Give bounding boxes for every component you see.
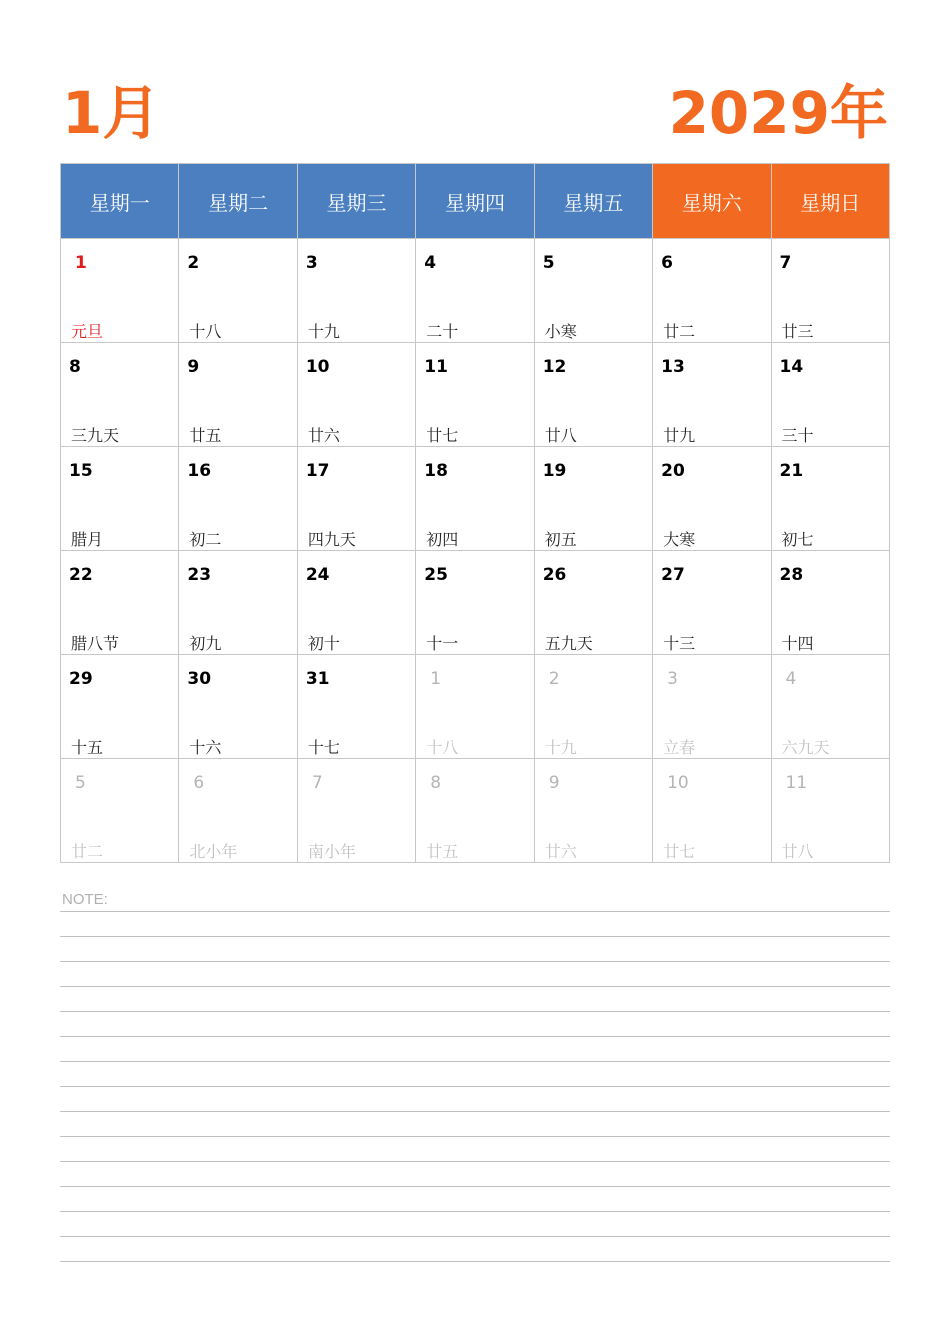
lunar-date: 二十 (426, 322, 459, 341)
lunar-date: 十八 (189, 322, 222, 341)
lunar-date: 腊八节 (71, 634, 120, 653)
note-label: NOTE: (62, 891, 108, 908)
lunar-date: 廿六 (544, 842, 577, 861)
day-number: 29 (69, 669, 93, 689)
lunar-date: 廿六 (307, 426, 340, 445)
day-number: 21 (779, 461, 804, 481)
day-number: 16 (187, 461, 212, 481)
day-cell (61, 343, 179, 447)
day-cell (61, 655, 179, 759)
day-number: 10 (667, 773, 689, 793)
day-number: 19 (542, 461, 567, 481)
day-number: 7 (311, 773, 323, 793)
calendar-week-row (61, 447, 890, 551)
day-number: 2 (187, 253, 200, 273)
lunar-date: 十八 (426, 738, 459, 757)
year-title: 2029年 (668, 79, 888, 147)
calendar-week-row (61, 551, 890, 655)
day-number: 8 (69, 357, 81, 377)
lunar-date: 十六 (189, 738, 222, 757)
day-cell (61, 239, 179, 343)
day-number: 8 (430, 773, 442, 793)
lunar-date: 十三 (663, 634, 696, 653)
lunar-date: 初九 (189, 634, 222, 653)
day-number: 26 (542, 565, 567, 585)
day-cell (534, 343, 652, 447)
lunar-date: 立春 (663, 738, 696, 757)
day-number: 4 (785, 669, 797, 689)
day-cell (653, 343, 771, 447)
day-cell (179, 239, 297, 343)
day-number: 31 (305, 669, 330, 689)
day-number: 12 (542, 357, 567, 377)
day-number: 9 (548, 773, 560, 793)
day-number: 11 (785, 773, 808, 793)
day-cell (61, 551, 179, 655)
lunar-date: 十九 (544, 738, 577, 757)
day-cell (179, 551, 297, 655)
day-cell (416, 759, 534, 863)
day-cell (179, 655, 297, 759)
lunar-date: 元旦 (71, 322, 104, 341)
lunar-date: 廿五 (426, 842, 459, 861)
weekday-header-weekend: 星期日 (771, 164, 889, 239)
calendar-body (61, 239, 890, 863)
day-number: 6 (193, 773, 205, 793)
weekday-header-weekend: 星期六 (653, 164, 771, 239)
day-cell (416, 447, 534, 551)
note-line (60, 1187, 890, 1212)
day-number: 6 (661, 253, 673, 273)
day-number: 3 (305, 253, 318, 273)
day-number: 22 (69, 565, 93, 585)
weekday-header: 星期一 (61, 164, 179, 239)
day-number: 7 (779, 253, 792, 273)
day-number: 14 (779, 357, 804, 377)
day-cell (771, 759, 889, 863)
weekday-header: 星期五 (534, 164, 652, 239)
note-line (60, 1062, 890, 1087)
day-number: 28 (779, 565, 804, 585)
day-number: 15 (69, 461, 93, 481)
day-number: 24 (305, 565, 330, 585)
day-number: 9 (187, 357, 200, 377)
day-cell (653, 551, 771, 655)
day-cell (653, 759, 771, 863)
lunar-date: 五九天 (544, 634, 593, 653)
day-number: 10 (305, 357, 330, 377)
lunar-date: 三九天 (71, 426, 120, 445)
lunar-date: 四九天 (307, 530, 356, 549)
weekday-header: 星期三 (297, 164, 415, 239)
day-number: 18 (424, 461, 448, 481)
lunar-date: 廿八 (544, 426, 577, 445)
lunar-date: 初七 (781, 530, 814, 549)
lunar-date: 大寒 (663, 530, 696, 549)
weekday-header-row (61, 164, 890, 239)
note-line (60, 912, 890, 937)
weekday-header: 星期二 (179, 164, 297, 239)
day-number: 23 (187, 565, 212, 585)
day-cell (416, 655, 534, 759)
lunar-date: 初四 (426, 530, 459, 549)
day-cell (534, 655, 652, 759)
lunar-date: 十七 (307, 738, 340, 757)
lunar-date: 十一 (426, 634, 459, 653)
note-line (60, 987, 890, 1012)
note-line (60, 1137, 890, 1162)
day-number: 11 (424, 357, 448, 377)
day-cell (653, 655, 771, 759)
day-cell (297, 239, 415, 343)
calendar-week-row (61, 655, 890, 759)
day-cell (534, 239, 652, 343)
note-line (60, 1087, 890, 1112)
lunar-date: 廿七 (426, 426, 459, 445)
lunar-date: 廿二 (71, 842, 104, 861)
lunar-date: 廿八 (781, 842, 814, 861)
day-cell (771, 239, 889, 343)
lunar-date: 初五 (544, 530, 577, 549)
day-cell (297, 343, 415, 447)
day-cell (534, 447, 652, 551)
day-cell (653, 447, 771, 551)
note-line (60, 962, 890, 987)
day-number: 2 (548, 669, 560, 689)
lunar-date: 廿五 (189, 426, 222, 445)
day-number: 25 (424, 565, 448, 585)
note-line (60, 1012, 890, 1037)
calendar-grid (60, 163, 890, 863)
day-number: 4 (424, 253, 437, 273)
day-cell (771, 447, 889, 551)
lunar-date: 小寒 (544, 322, 577, 341)
month-title: 1月 (62, 79, 161, 147)
day-cell (771, 551, 889, 655)
lunar-date: 十五 (71, 738, 104, 757)
day-cell (534, 551, 652, 655)
day-cell (416, 551, 534, 655)
day-cell (179, 759, 297, 863)
day-number: 3 (667, 669, 678, 689)
calendar-week-row (61, 759, 890, 863)
day-cell (416, 239, 534, 343)
calendar-week-row (61, 239, 890, 343)
day-cell (179, 343, 297, 447)
day-cell (61, 447, 179, 551)
note-line (60, 1112, 890, 1137)
day-cell (416, 343, 534, 447)
day-number: 20 (661, 461, 685, 481)
day-number: 1 (430, 669, 442, 689)
day-cell (179, 447, 297, 551)
lunar-date: 三十 (781, 426, 814, 445)
lunar-date: 初二 (189, 530, 222, 549)
lunar-date: 初十 (307, 634, 340, 653)
day-cell (771, 655, 889, 759)
day-cell (297, 551, 415, 655)
lunar-date: 廿二 (663, 322, 696, 341)
day-number: 27 (661, 565, 685, 585)
note-line (60, 1162, 890, 1187)
day-cell (297, 759, 415, 863)
lunar-date: 廿三 (781, 322, 814, 341)
day-number: 5 (542, 253, 555, 273)
lunar-date: 十九 (307, 322, 340, 341)
note-line (60, 1212, 890, 1237)
lunar-date: 廿七 (663, 842, 696, 861)
note-lines (60, 911, 890, 1262)
day-cell (297, 655, 415, 759)
calendar-week-row (61, 343, 890, 447)
lunar-date: 腊月 (71, 530, 104, 549)
lunar-date: 北小年 (189, 842, 238, 861)
weekday-header: 星期四 (416, 164, 534, 239)
day-number: 17 (305, 461, 330, 481)
lunar-date: 廿九 (663, 426, 696, 445)
note-line (60, 1237, 890, 1262)
day-number: 30 (187, 669, 212, 689)
note-line (60, 1037, 890, 1062)
note-line (60, 937, 890, 962)
lunar-date: 十四 (781, 634, 814, 653)
day-cell (534, 759, 652, 863)
day-number: 1 (75, 253, 87, 273)
lunar-date: 南小年 (307, 842, 356, 861)
day-number: 5 (75, 773, 86, 793)
day-cell (297, 447, 415, 551)
day-cell (771, 343, 889, 447)
day-cell (653, 239, 771, 343)
day-number: 13 (661, 357, 685, 377)
lunar-date: 六九天 (781, 738, 830, 757)
day-cell (61, 759, 179, 863)
